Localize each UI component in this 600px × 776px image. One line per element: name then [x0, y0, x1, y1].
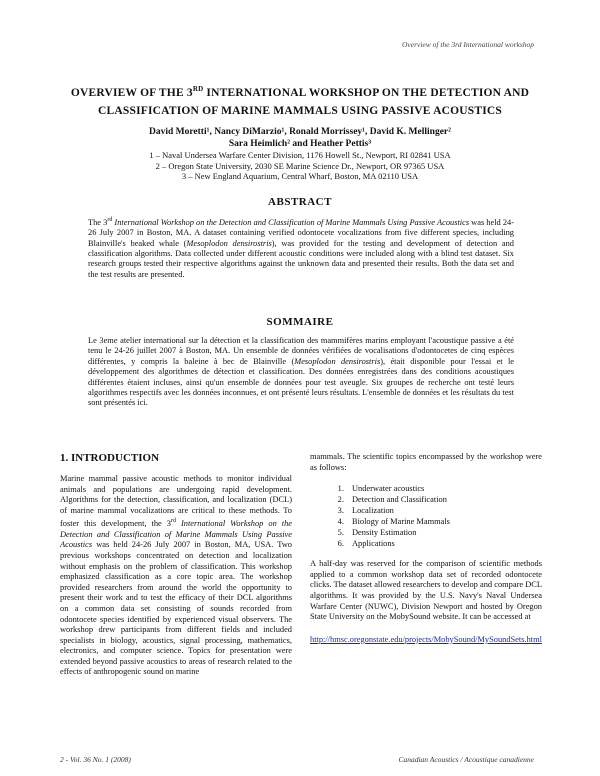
abstract-heading: ABSTRACT: [268, 196, 332, 208]
list-item: 3. Localization: [346, 505, 542, 516]
list-item: 5. Density Estimation: [346, 527, 542, 538]
list-item: 1. Underwater acoustics: [346, 483, 542, 494]
affiliation: 3 – New England Aquarium, Central Wharf, Boston, MA 02110 USA: [181, 171, 419, 181]
sommaire-text: Le 3eme atelier international sur la détection et la classification des mammifères marins employant l'acoustique passive a été tenu le 24-26 juillet 2007 à Boston, MA. Un ensemble de données vérifiées de vocalisations d'odontocetes de cinq espèces différentes, y compris la baleine à bec de Blainville (Mesoplodon densirostris), était disponible pour l'essai et le développement des algorithmes de détection et classification. Des données enregistrées dans des conditions acoustiques différentes étaient incluses, ainsi qu'un ensemble de données pour test aveugle. Six groupes de recherche ont testé leurs algorithmes respectifs avec les données inconnues, et ont présenté leurs résultats. L'ensemble de données et les résultats du test sont présentés ici.: [88, 336, 514, 408]
list-item: 4. Biology of Marine Mammals: [346, 516, 542, 527]
introduction-heading: 1. INTRODUCTION: [60, 452, 160, 464]
affiliations: [60, 150, 540, 182]
mobysound-link[interactable]: http://hmsc.oregonstate.edu/projects/MobySound/MySoundSets.html: [310, 634, 542, 644]
introduction-left-column: Marine mammal passive acoustic methods to monitor individual animals and populations are undergoing rapid development. Algorithms for the detection, classification, and localization (DCL) of marine mammal vocalizations are critical to these methods. To foster this development, the 3rd International Workshop on the Detection and Classification of Marine Mammals Using Passive Acoustics was held 24-26 July 2007 in Boston, MA, USA. Two previous workshops concentrated on detection and localization without emphasis on the problem of classification. This workshop emphasized classification as a core topic area. The workshop provided researchers from around the world the opportunity to present their work and to test the efficacy of their DCL algorithms on a common data set consisting of sounds recorded from odontocete species identified by experienced visual observers. The workshop drew participants from different fields and included specialists in biology, acoustics, signal processing, mathematics, electronics, and computer science. Topics for presentation were extended beyond passive acoustics to areas of research related to the effects of anthropogenic sound on marine: [60, 474, 292, 677]
topic-list: [310, 483, 542, 549]
affiliation: 1 – Naval Undersea Warfare Center Division, 1176 Howell St., Newport, RI 02841 USA: [149, 150, 451, 160]
list-item: 2. Detection and Classification: [346, 494, 542, 505]
footer-journal: Canadian Acoustics / Acoustique canadienne: [398, 755, 534, 764]
running-header: Overview of the 3rd International workshop: [402, 40, 534, 49]
abstract-text: The 3rd International Workshop on the Detection and Classification of Marine Mammals Using Passive Acoustics was held 24-26 July 2007 in Boston, MA. A dataset containing verified odontocete vocalizations from five different species, including Blainville's beaked whale (Mesoplodon densirostris), was provided for the testing and development of detection and classification algorithms. Data collected under different acoustic conditions were included along with a blind test dataset. Six research groups tested their respective algorithms against the unknown data and presented their results. Both the data set and the test results are presented.: [88, 217, 515, 279]
introduction-right-column: mammals. The scientific topics encompassed by the workshop were as follows: 1. Underwater acoustics 2. Detection and Classification 3. Localization 4. Biology of Marine Mammals 5. Density Estimation 6. Applications A half-day was reserved for the comparison of scientific methods applied to a common workshop data set of recorded odontocete clicks. The dataset allowed researchers to develop and compare DCL algorithms. It was provided by the U.S. Navy's Naval Undersea Warfare Center (NUWC), Division Newport and hosted by Oregon State University on the MobySound website. It can be accessed at http://hmsc.oregonstate.edu/projects/MobySound/MySoundSets.html: [310, 452, 542, 645]
affiliation: 2 – Oregon State University, 2030 SE Marine Science Dr., Newport, OR 97365 USA: [155, 160, 445, 171]
paper-title: OVERVIEW OF THE 3RD INTERNATIONAL WORKSHOP ON THE DETECTION AND CLASSIFICATION OF MARINE MAMMALS USING PASSIVE ACOUSTICS: [70, 85, 530, 117]
list-item: 6. Applications: [346, 538, 542, 549]
footer-volume: 2 - Vol. 36 No. 1 (2008): [60, 755, 131, 764]
sommaire-heading: SOMMAIRE: [266, 316, 334, 328]
author-list: David Moretti¹, Nancy DiMarzio¹, Ronald Morrissey¹, David K. Mellinger² Sara Heimlich² and Heather Pettis³: [149, 127, 451, 149]
